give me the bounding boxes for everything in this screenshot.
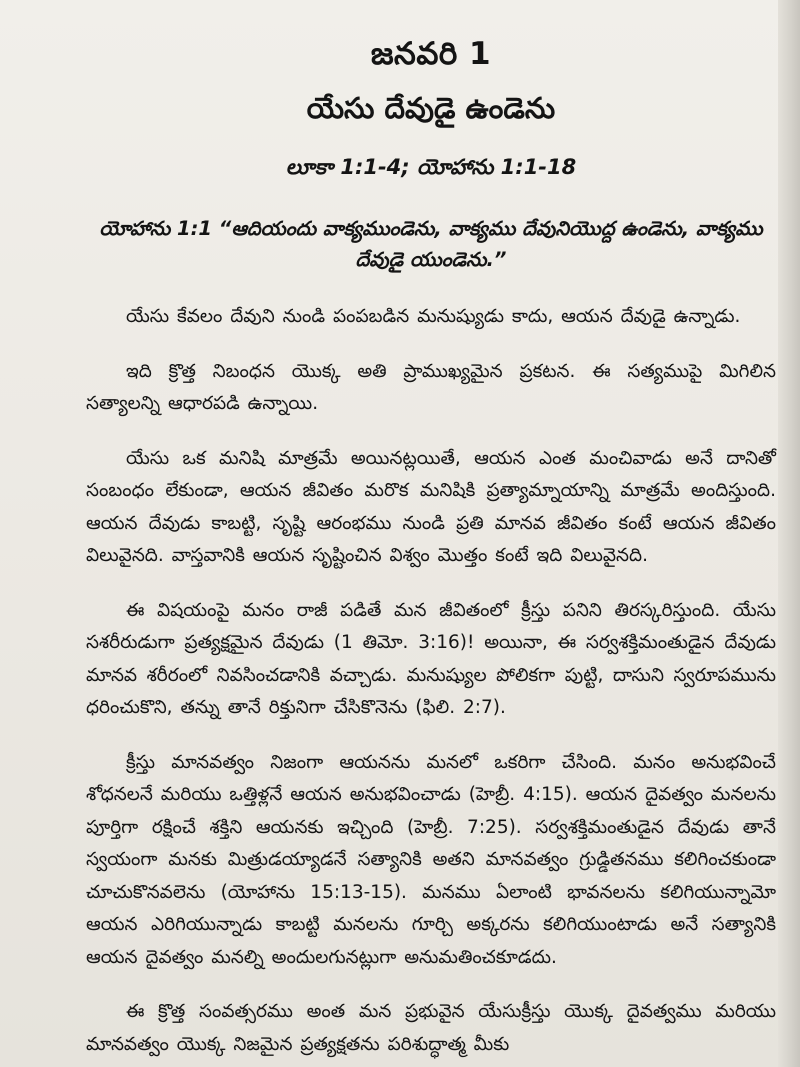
body-paragraph-6: ఈ క్రొత్త సంవత్సరము అంత మన ప్రభువైన యేసుక్రీస్తు యొక్క దైవత్వము మరియు మానవత్వం యొక్క నిజమైన ప్రత్యక్షతను పరిశుద్ధాత్మ మీకు — [86, 1001, 776, 1055]
devotion-title: యేసు దేవుడై ఉండెను — [306, 91, 556, 125]
body-paragraph-1: యేసు కేవలం దేవుని నుండి పంపబడిన మనుష్యుడు కాదు, ఆయన దేవుడై ఉన్నాడు. — [126, 306, 741, 327]
body-paragraph-5: క్రీస్తు మానవత్వం నిజంగా ఆయనను మనలో ఒకరిగా చేసింది. మనం అనుభవించే శోధనలనే మరియు ఒత్తిళ్లనే ఆయన అనుభవించాడు (హెబ్రీ. 4:15). ఆయన దైవత్వం మనలను పూర్తిగా రక్షించే శక్తిని ఆయనకు ఇచ్చింది (హెబ్రీ. 7:25). సర్వశక్తిమంతుడైన దేవుడు తానే స్వయంగా మనకు మిత్రుడయ్యాడనే సత్యానికి అతని మానవత్వం గ్రుడ్డితనము కలిగించకుండా చూచుకొనవలెను (యోహాను 15:13-15). మనము ఏలాంటి భావనలను కలిగియున్నామో ఆయన ఎరిగియున్నాడు కాబట్టి మనలను గూర్చి అక్కరను కలిగియుంటాడు అనే సత్యానికి ఆయన దైవత్వం మనల్ని అందులగునట్లుగా అనుమతించకూడదు. — [86, 751, 776, 968]
page-content — [86, 36, 776, 1061]
scripture-reference: లూకా 1:1-4; యోహాను 1:1-18 — [285, 155, 577, 179]
page-edge — [778, 0, 800, 1067]
body-paragraph-3: యేసు ఒక మనిషి మాత్రమే అయినట్లయితే, ఆయన ఎంత మంచివాడు అనే దానితో సంబంధం లేకుండా, ఆయన జీవితం మరొక మనిషికి ప్రత్యామ్నాయాన్ని మాత్రమే అందిస్తుంది. ఆయన దేవుడు కాబట్టి, సృష్టి ఆరంభము నుండి ప్రతి మానవ జీవితం కంటే ఆయన జీవితం విలువైనది. వాస్తవానికి ఆయన సృష్టించిన విశ్వం మొత్తం కంటే ఇది విలువైనది. — [86, 447, 776, 566]
body-paragraph-2: ఇది క్రొత్త నిబంధన యొక్క అతి ప్రాముఖ్యమైన ప్రకటన. ఈ సత్యముపై మిగిలిన సత్యాలన్ని ఆధారపడి ఉన్నాయి. — [86, 360, 776, 414]
key-verse: యోహాను 1:1 “ఆదియందు వాక్యముండెను, వాక్యము దేవునియొద్ద ఉండెను, వాక్యము దేవుడై యుండెను.” — [99, 217, 763, 271]
day-title: జనవరి 1 — [370, 36, 492, 72]
body-paragraph-4: ఈ విషయంపై మనం రాజీ పడితే మన జీవితంలో క్రీస్తు పనిని తిరస్కరిస్తుంది. యేసు సశరీరుడుగా ప్రత్యక్షమైన దేవుడు (1 తిమో. 3:16)! అయినా, ఈ సర్వశక్తిమంతుడైన దేవుడు మానవ శరీరంలో నివసించడానికి వచ్చాడు. మనుష్యుల పోలికగా పుట్టి, దాసుని స్వరూపమును ధరించుకొని, తన్ను తానే రిక్తునిగా చేసికొనెను (ఫిలి. 2:7). — [86, 599, 776, 718]
